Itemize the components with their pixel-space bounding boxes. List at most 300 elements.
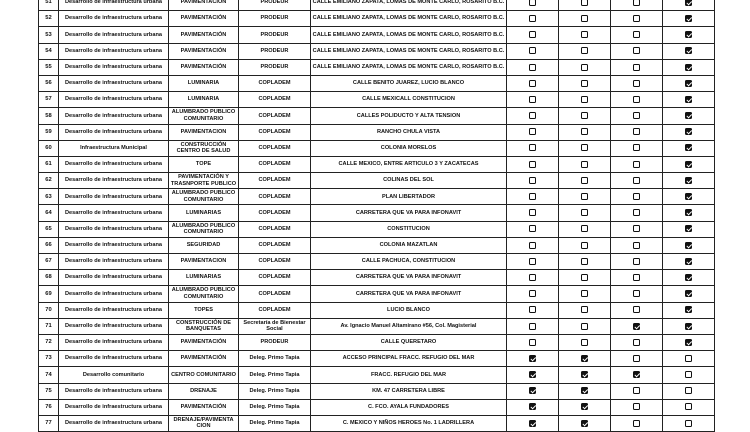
unchecked-checkbox[interactable]	[685, 371, 692, 378]
unchecked-checkbox[interactable]	[529, 177, 536, 184]
rubro-cell: Desarrollo de infraestructura urbana	[59, 43, 169, 59]
ubicacion-cell: CARRETERA QUE VA PARA INFONAVIT	[311, 270, 507, 286]
unchecked-checkbox[interactable]	[581, 0, 588, 6]
unchecked-checkbox[interactable]	[633, 64, 640, 71]
programa-cell: COPLADEM	[239, 286, 311, 302]
obra-cell: PAVIMENTACION	[169, 124, 239, 140]
checked-checkbox[interactable]	[685, 144, 692, 151]
ubicacion-cell: CALLES POLIDUCTO Y ALTA TENSION	[311, 108, 507, 124]
checked-checkbox[interactable]	[685, 64, 692, 71]
unchecked-checkbox[interactable]	[581, 31, 588, 38]
programa-cell: COPLADEM	[239, 237, 311, 253]
check-cell	[507, 334, 559, 350]
check-cell	[507, 108, 559, 124]
ubicacion-cell: COLONIA MORELOS	[311, 140, 507, 156]
rubro-cell: Desarrollo de infraestructura urbana	[59, 75, 169, 91]
check-cell	[611, 270, 663, 286]
unchecked-checkbox[interactable]	[581, 339, 588, 346]
check-cell	[611, 367, 663, 383]
checked-checkbox[interactable]	[581, 387, 588, 394]
checked-checkbox[interactable]	[685, 290, 692, 297]
checked-checkbox[interactable]	[685, 31, 692, 38]
check-cell	[611, 334, 663, 350]
check-cell	[611, 318, 663, 334]
checked-checkbox[interactable]	[581, 355, 588, 362]
ubicacion-cell: KM. 47 CARRETERA LIBRE	[311, 383, 507, 399]
check-cell	[663, 108, 715, 124]
unchecked-checkbox[interactable]	[529, 306, 536, 313]
unchecked-checkbox[interactable]	[581, 323, 588, 330]
unchecked-checkbox[interactable]	[633, 420, 640, 427]
table-row	[39, 254, 715, 270]
check-cell	[507, 318, 559, 334]
row-number: 53	[39, 27, 59, 43]
unchecked-checkbox[interactable]	[581, 47, 588, 54]
unchecked-checkbox[interactable]	[633, 193, 640, 200]
check-cell	[663, 254, 715, 270]
checked-checkbox[interactable]	[633, 323, 640, 330]
checked-checkbox[interactable]	[685, 0, 692, 6]
obra-cell: PAVIMENTACIÓN	[169, 0, 239, 11]
unchecked-checkbox[interactable]	[529, 47, 536, 54]
rubro-cell: Desarrollo de infraestructura urbana	[59, 302, 169, 318]
unchecked-checkbox[interactable]	[581, 128, 588, 135]
check-cell	[507, 205, 559, 221]
check-cell	[559, 270, 611, 286]
obra-cell: PAVIMENTACIÓN	[169, 43, 239, 59]
projects-table	[38, 0, 715, 432]
rubro-cell: Desarrollo de infraestructura urbana	[59, 221, 169, 237]
table-row	[39, 156, 715, 172]
check-cell	[611, 75, 663, 91]
unchecked-checkbox[interactable]	[581, 177, 588, 184]
check-cell	[507, 189, 559, 205]
ubicacion-cell: Av. Ignacio Manuel Altamirano #56, Col. Magisterial	[311, 318, 507, 334]
ubicacion-cell: LUCIO BLANCO	[311, 302, 507, 318]
check-cell	[611, 399, 663, 415]
ubicacion-cell: CONSTITUCION	[311, 221, 507, 237]
programa-cell: COPLADEM	[239, 254, 311, 270]
obra-cell: PAVIMENTACIÓN	[169, 27, 239, 43]
checked-checkbox[interactable]	[685, 161, 692, 168]
unchecked-checkbox[interactable]	[633, 112, 640, 119]
row-number: 63	[39, 189, 59, 205]
checked-checkbox[interactable]	[685, 274, 692, 281]
ubicacion-cell: RANCHO CHULA VISTA	[311, 124, 507, 140]
check-cell	[611, 415, 663, 431]
unchecked-checkbox[interactable]	[685, 355, 692, 362]
unchecked-checkbox[interactable]	[633, 242, 640, 249]
unchecked-checkbox[interactable]	[685, 420, 692, 427]
check-cell	[663, 75, 715, 91]
checked-checkbox[interactable]	[685, 193, 692, 200]
unchecked-checkbox[interactable]	[685, 387, 692, 394]
rubro-cell: Desarrollo de infraestructura urbana	[59, 254, 169, 270]
row-number: 65	[39, 221, 59, 237]
programa-cell: COPLADEM	[239, 173, 311, 189]
check-cell	[663, 221, 715, 237]
check-cell	[559, 318, 611, 334]
obra-cell: DRENAJE	[169, 383, 239, 399]
check-cell	[611, 302, 663, 318]
unchecked-checkbox[interactable]	[529, 112, 536, 119]
row-number: 61	[39, 156, 59, 172]
row-number: 55	[39, 59, 59, 75]
unchecked-checkbox[interactable]	[581, 64, 588, 71]
rubro-cell: Desarrollo de infraestructura urbana	[59, 27, 169, 43]
table-row	[39, 302, 715, 318]
checked-checkbox[interactable]	[529, 403, 536, 410]
checked-checkbox[interactable]	[529, 420, 536, 427]
check-cell	[663, 189, 715, 205]
unchecked-checkbox[interactable]	[581, 80, 588, 87]
rubro-cell: Desarrollo comunitario	[59, 367, 169, 383]
unchecked-checkbox[interactable]	[581, 306, 588, 313]
unchecked-checkbox[interactable]	[581, 193, 588, 200]
obra-cell: LUMINARIA	[169, 92, 239, 108]
check-cell	[663, 302, 715, 318]
obra-cell: PAVIMENTACIÓN	[169, 334, 239, 350]
rubro-cell: Desarrollo de infraestructura urbana	[59, 59, 169, 75]
unchecked-checkbox[interactable]	[529, 128, 536, 135]
table-row	[39, 75, 715, 91]
check-cell	[559, 27, 611, 43]
rubro-cell: Desarrollo de infraestructura urbana	[59, 415, 169, 431]
check-cell	[611, 237, 663, 253]
check-cell	[507, 399, 559, 415]
ubicacion-cell: CARRETERA QUE VA PARA INFONAVIT	[311, 205, 507, 221]
check-cell	[507, 270, 559, 286]
checked-checkbox[interactable]	[685, 225, 692, 232]
check-cell	[611, 254, 663, 270]
obra-cell: DRENAJE/PAVIMENTA CION	[169, 415, 239, 431]
rubro-cell: Desarrollo de infraestructura urbana	[59, 173, 169, 189]
unchecked-checkbox[interactable]	[529, 242, 536, 249]
programa-cell: COPLADEM	[239, 108, 311, 124]
check-cell	[507, 75, 559, 91]
rubro-cell: Desarrollo de infraestructura urbana	[59, 399, 169, 415]
check-cell	[663, 43, 715, 59]
row-number: 68	[39, 270, 59, 286]
programa-cell: Deleg. Primo Tapia	[239, 351, 311, 367]
unchecked-checkbox[interactable]	[529, 31, 536, 38]
obra-cell: LUMINARIAS	[169, 270, 239, 286]
check-cell	[663, 140, 715, 156]
check-cell	[559, 189, 611, 205]
check-cell	[507, 254, 559, 270]
table-row	[39, 205, 715, 221]
checked-checkbox[interactable]	[685, 80, 692, 87]
unchecked-checkbox[interactable]	[581, 161, 588, 168]
row-number: 58	[39, 108, 59, 124]
row-number: 72	[39, 334, 59, 350]
unchecked-checkbox[interactable]	[633, 355, 640, 362]
ubicacion-cell: ACCESO PRINCIPAL FRACC. REFUGIO DEL MAR	[311, 351, 507, 367]
check-cell	[611, 351, 663, 367]
unchecked-checkbox[interactable]	[581, 274, 588, 281]
unchecked-checkbox[interactable]	[529, 144, 536, 151]
unchecked-checkbox[interactable]	[581, 209, 588, 216]
checked-checkbox[interactable]	[685, 112, 692, 119]
check-cell	[663, 0, 715, 11]
table-row	[39, 11, 715, 27]
unchecked-checkbox[interactable]	[529, 15, 536, 22]
unchecked-checkbox[interactable]	[633, 0, 640, 6]
ubicacion-cell: CALLE EMILIANO ZAPATA, LOMAS DE MONTE CARLO, ROSARITO B.C.	[311, 59, 507, 75]
check-cell	[663, 156, 715, 172]
check-cell	[559, 11, 611, 27]
check-cell	[663, 27, 715, 43]
check-cell	[663, 286, 715, 302]
rubro-cell: Desarrollo de infraestructura urbana	[59, 108, 169, 124]
unchecked-checkbox[interactable]	[633, 339, 640, 346]
ubicacion-cell: PLAN LIBERTADOR	[311, 189, 507, 205]
checked-checkbox[interactable]	[685, 96, 692, 103]
row-number: 66	[39, 237, 59, 253]
rubro-cell: Infraestructura Municipal	[59, 140, 169, 156]
unchecked-checkbox[interactable]	[633, 225, 640, 232]
row-number: 64	[39, 205, 59, 221]
obra-cell: TOPE	[169, 156, 239, 172]
obra-cell: PAVIMENTACIÓN	[169, 59, 239, 75]
unchecked-checkbox[interactable]	[633, 290, 640, 297]
obra-cell: ALUMBRADO PUBLICO COMUNITARIO	[169, 221, 239, 237]
check-cell	[559, 75, 611, 91]
table-row	[39, 189, 715, 205]
check-cell	[507, 237, 559, 253]
unchecked-checkbox[interactable]	[633, 47, 640, 54]
unchecked-checkbox[interactable]	[529, 209, 536, 216]
check-cell	[663, 399, 715, 415]
unchecked-checkbox[interactable]	[529, 96, 536, 103]
programa-cell: COPLADEM	[239, 124, 311, 140]
programa-cell: Deleg. Primo Tapia	[239, 399, 311, 415]
checked-checkbox[interactable]	[685, 339, 692, 346]
unchecked-checkbox[interactable]	[529, 323, 536, 330]
check-cell	[559, 415, 611, 431]
obra-cell: SEGURIDAD	[169, 237, 239, 253]
ubicacion-cell: CALLE PACHUCA, CONSTITUCION	[311, 254, 507, 270]
check-cell	[559, 302, 611, 318]
checked-checkbox[interactable]	[633, 371, 640, 378]
table-row	[39, 399, 715, 415]
check-cell	[611, 286, 663, 302]
unchecked-checkbox[interactable]	[581, 96, 588, 103]
check-cell	[559, 0, 611, 11]
check-cell	[559, 124, 611, 140]
unchecked-checkbox[interactable]	[633, 403, 640, 410]
table-row	[39, 140, 715, 156]
checked-checkbox[interactable]	[581, 403, 588, 410]
checked-checkbox[interactable]	[685, 15, 692, 22]
unchecked-checkbox[interactable]	[633, 128, 640, 135]
check-cell	[663, 367, 715, 383]
check-cell	[663, 383, 715, 399]
unchecked-checkbox[interactable]	[633, 387, 640, 394]
check-cell	[507, 43, 559, 59]
ubicacion-cell: CARRETERA QUE VA PARA INFONAVIT	[311, 286, 507, 302]
table-row	[39, 351, 715, 367]
row-number: 60	[39, 140, 59, 156]
unchecked-checkbox[interactable]	[633, 80, 640, 87]
unchecked-checkbox[interactable]	[529, 225, 536, 232]
programa-cell: PRODEUR	[239, 11, 311, 27]
unchecked-checkbox[interactable]	[633, 209, 640, 216]
obra-cell: LUMINARIA	[169, 75, 239, 91]
unchecked-checkbox[interactable]	[529, 339, 536, 346]
table-row	[39, 221, 715, 237]
check-cell	[663, 124, 715, 140]
ubicacion-cell: COLINAS DEL SOL	[311, 173, 507, 189]
unchecked-checkbox[interactable]	[529, 161, 536, 168]
ubicacion-cell: CALLE EMILIANO ZAPATA, LOMAS DE MONTE CARLO, ROSARITO B.C.	[311, 43, 507, 59]
table-row	[39, 173, 715, 189]
row-number: 75	[39, 383, 59, 399]
rubro-cell: Desarrollo de infraestructura urbana	[59, 351, 169, 367]
unchecked-checkbox[interactable]	[633, 96, 640, 103]
row-number: 54	[39, 43, 59, 59]
row-number: 67	[39, 254, 59, 270]
check-cell	[611, 140, 663, 156]
rubro-cell: Desarrollo de infraestructura urbana	[59, 318, 169, 334]
rubro-cell: Desarrollo de infraestructura urbana	[59, 383, 169, 399]
row-number: 70	[39, 302, 59, 318]
row-number: 56	[39, 75, 59, 91]
check-cell	[663, 318, 715, 334]
unchecked-checkbox[interactable]	[529, 290, 536, 297]
rubro-cell: Desarrollo de infraestructura urbana	[59, 189, 169, 205]
check-cell	[507, 383, 559, 399]
rubro-cell: Desarrollo de infraestructura urbana	[59, 11, 169, 27]
check-cell	[663, 59, 715, 75]
check-cell	[611, 0, 663, 11]
programa-cell: COPLADEM	[239, 156, 311, 172]
check-cell	[507, 124, 559, 140]
check-cell	[559, 156, 611, 172]
ubicacion-cell: COLONIA MAZATLAN	[311, 237, 507, 253]
table-row	[39, 43, 715, 59]
check-cell	[507, 286, 559, 302]
check-cell	[611, 11, 663, 27]
check-cell	[559, 383, 611, 399]
ubicacion-cell: CALLE MEXICALL CONSTITUCION	[311, 92, 507, 108]
rubro-cell: Desarrollo de infraestructura urbana	[59, 124, 169, 140]
unchecked-checkbox[interactable]	[529, 193, 536, 200]
unchecked-checkbox[interactable]	[685, 403, 692, 410]
unchecked-checkbox[interactable]	[633, 15, 640, 22]
unchecked-checkbox[interactable]	[633, 177, 640, 184]
unchecked-checkbox[interactable]	[529, 0, 536, 6]
ubicacion-cell: CALLE EMILIANO ZAPATA, LOMAS DE MONTE CARLO, ROSARITO B.C.	[311, 11, 507, 27]
table-row	[39, 318, 715, 334]
check-cell	[611, 108, 663, 124]
checked-checkbox[interactable]	[685, 258, 692, 265]
unchecked-checkbox[interactable]	[529, 258, 536, 265]
table-row	[39, 0, 715, 11]
row-number: 52	[39, 11, 59, 27]
check-cell	[559, 108, 611, 124]
checked-checkbox[interactable]	[581, 420, 588, 427]
checked-checkbox[interactable]	[685, 128, 692, 135]
checked-checkbox[interactable]	[685, 177, 692, 184]
programa-cell: Deleg. Primo Tapia	[239, 367, 311, 383]
unchecked-checkbox[interactable]	[633, 144, 640, 151]
check-cell	[611, 59, 663, 75]
programa-cell: Secretaría de Bienestar Social	[239, 318, 311, 334]
check-cell	[507, 27, 559, 43]
rubro-cell: Desarrollo de infraestructura urbana	[59, 0, 169, 11]
check-cell	[611, 173, 663, 189]
check-cell	[559, 351, 611, 367]
row-number: 59	[39, 124, 59, 140]
ubicacion-cell: CALLE EMILIANO ZAPATA, LOMAS DE MONTE CARLO, ROSARITO B.C.	[311, 27, 507, 43]
rubro-cell: Desarrollo de infraestructura urbana	[59, 237, 169, 253]
unchecked-checkbox[interactable]	[581, 144, 588, 151]
row-number: 57	[39, 92, 59, 108]
unchecked-checkbox[interactable]	[581, 15, 588, 22]
programa-cell: COPLADEM	[239, 75, 311, 91]
table-body	[39, 0, 715, 432]
check-cell	[559, 59, 611, 75]
check-cell	[559, 399, 611, 415]
unchecked-checkbox[interactable]	[581, 290, 588, 297]
programa-cell: PRODEUR	[239, 0, 311, 11]
unchecked-checkbox[interactable]	[633, 161, 640, 168]
checked-checkbox[interactable]	[529, 371, 536, 378]
row-number: 69	[39, 286, 59, 302]
checked-checkbox[interactable]	[685, 209, 692, 216]
checked-checkbox[interactable]	[685, 242, 692, 249]
unchecked-checkbox[interactable]	[633, 274, 640, 281]
check-cell	[559, 367, 611, 383]
checked-checkbox[interactable]	[529, 355, 536, 362]
obra-cell: PAVIMENTACIÓN Y TRASNPORTE PUBLICO	[169, 173, 239, 189]
checked-checkbox[interactable]	[685, 323, 692, 330]
obra-cell: PAVIMENTACIÓN	[169, 351, 239, 367]
unchecked-checkbox[interactable]	[633, 306, 640, 313]
table-row	[39, 108, 715, 124]
checked-checkbox[interactable]	[529, 387, 536, 394]
check-cell	[611, 383, 663, 399]
table-row	[39, 286, 715, 302]
unchecked-checkbox[interactable]	[529, 80, 536, 87]
unchecked-checkbox[interactable]	[581, 242, 588, 249]
checked-checkbox[interactable]	[685, 306, 692, 313]
obra-cell: ALUMBRADO PUBLICO COMUNITARIO	[169, 286, 239, 302]
obra-cell: ALUMBRADO PUBLICO COMUNITARIO	[169, 108, 239, 124]
checked-checkbox[interactable]	[685, 47, 692, 54]
check-cell	[559, 286, 611, 302]
unchecked-checkbox[interactable]	[529, 64, 536, 71]
unchecked-checkbox[interactable]	[581, 258, 588, 265]
check-cell	[611, 156, 663, 172]
table-row	[39, 334, 715, 350]
obra-cell: ALUMBRADO PUBLICO COMUNITARIO	[169, 189, 239, 205]
unchecked-checkbox[interactable]	[633, 258, 640, 265]
unchecked-checkbox[interactable]	[581, 225, 588, 232]
unchecked-checkbox[interactable]	[633, 31, 640, 38]
check-cell	[559, 140, 611, 156]
row-number: 74	[39, 367, 59, 383]
unchecked-checkbox[interactable]	[581, 112, 588, 119]
check-cell	[663, 237, 715, 253]
rubro-cell: Desarrollo de infraestructura urbana	[59, 334, 169, 350]
unchecked-checkbox[interactable]	[529, 274, 536, 281]
check-cell	[611, 43, 663, 59]
check-cell	[663, 11, 715, 27]
programa-cell: COPLADEM	[239, 270, 311, 286]
checked-checkbox[interactable]	[581, 371, 588, 378]
